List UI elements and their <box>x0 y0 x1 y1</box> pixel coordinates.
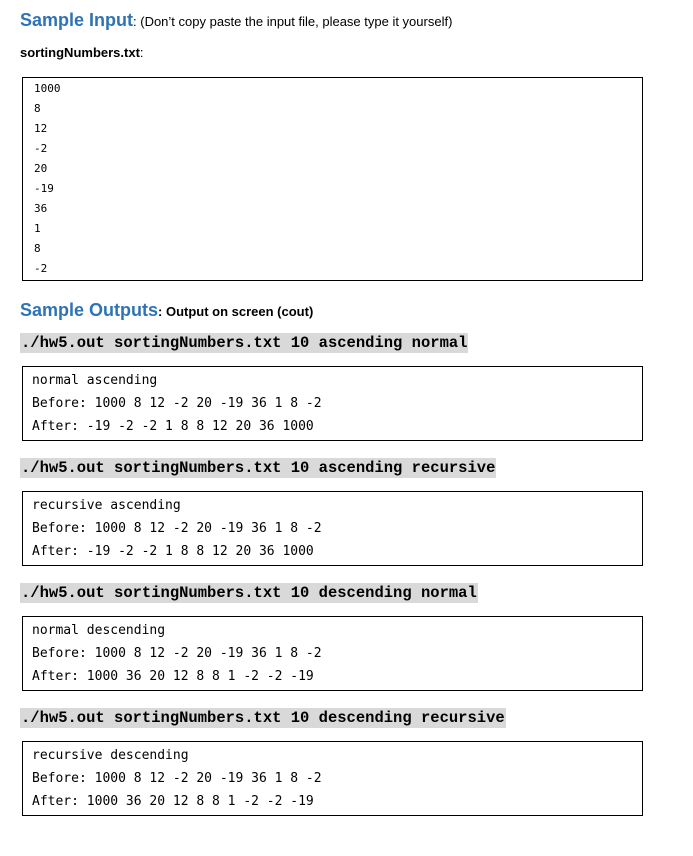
input-line: 20 <box>34 162 48 175</box>
output-line: Before: 1000 8 12 -2 20 -19 36 1 8 -2 <box>32 521 322 536</box>
command-line: ./hw5.out sortingNumbers.txt 10 descending recursive <box>21 709 505 727</box>
output-box <box>22 491 643 566</box>
command-line: ./hw5.out sortingNumbers.txt 10 ascending normal <box>21 334 468 352</box>
output-line: Before: 1000 8 12 -2 20 -19 36 1 8 -2 <box>32 396 322 411</box>
output-line: recursive descending <box>32 748 189 763</box>
output-line: After: 1000 36 20 12 8 8 1 -2 -2 -19 <box>32 794 314 809</box>
input-line: -2 <box>34 142 48 155</box>
output-box <box>22 741 643 816</box>
sample-outputs-heading <box>20 300 313 321</box>
input-line: -19 <box>34 182 54 195</box>
input-line: 8 <box>34 102 41 115</box>
input-file-colon: : <box>139 45 144 60</box>
output-box <box>22 366 643 441</box>
output-line: After: -19 -2 -2 1 8 8 12 20 36 1000 <box>32 544 314 559</box>
input-file-box <box>22 77 643 281</box>
input-line: 1 <box>34 222 41 235</box>
output-line: After: 1000 36 20 12 8 8 1 -2 -2 -19 <box>32 669 314 684</box>
output-line: Before: 1000 8 12 -2 20 -19 36 1 8 -2 <box>32 771 322 786</box>
sample-input-title: Sample Input <box>20 10 134 30</box>
input-file-name: sortingNumbers.txt <box>20 45 140 60</box>
input-file-label <box>20 44 144 62</box>
input-line: 8 <box>34 242 41 255</box>
sample-outputs-note: : Output on screen (cout) <box>158 304 314 319</box>
sample-outputs-title: Sample Outputs <box>20 300 159 320</box>
input-line: -2 <box>34 262 48 275</box>
output-box <box>22 616 643 691</box>
input-line: 12 <box>34 122 48 135</box>
output-line: Before: 1000 8 12 -2 20 -19 36 1 8 -2 <box>32 646 322 661</box>
input-line: 36 <box>34 202 48 215</box>
command-line: ./hw5.out sortingNumbers.txt 10 ascending recursive <box>21 459 496 477</box>
input-line: 1000 <box>34 82 61 95</box>
sample-input-heading <box>20 10 452 31</box>
command-line: ./hw5.out sortingNumbers.txt 10 descending normal <box>21 584 477 602</box>
output-line: After: -19 -2 -2 1 8 8 12 20 36 1000 <box>32 419 314 434</box>
output-line: normal ascending <box>32 373 158 388</box>
output-line: recursive ascending <box>32 498 181 513</box>
output-line: normal descending <box>32 623 166 638</box>
sample-input-note: : (Don’t copy paste the input file, please type it yourself) <box>133 14 453 29</box>
